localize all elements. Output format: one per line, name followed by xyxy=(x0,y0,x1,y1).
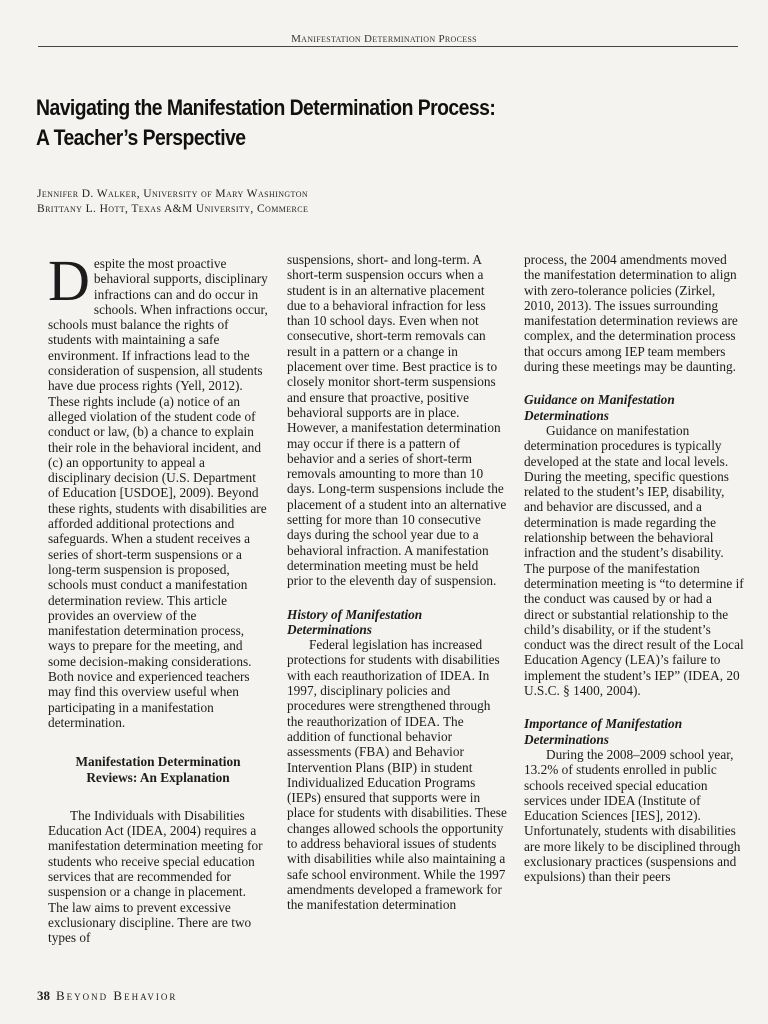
body-paragraph: Guidance on manifestation determination procedures is typically developed at the state and local levels. During the meeting, specific questions related to the student’s IEP, disability, and behavior are discussed, and a determination is made regarding the relationship between the behavioral infraction and the student’s disability. The purpose of the manifestation determination meeting is “to determine if the conduct was caused by or had a direct or substantial relationship to the child’s disability, or if the student’s conduct was the direct result of the Local Education Agency (LEA)’s failure to implement the student’s IEP” (IDEA, 20 U.S.C. § 1400, 2004). xyxy=(524,422,744,699)
article-title-line1: Navigating the Manifestation Determination Process: xyxy=(36,95,496,120)
section-heading-reviews-line1: Manifestation Determination xyxy=(75,754,241,770)
author-2: Brittany L. Hott, Texas A&M University, Commerce xyxy=(37,203,309,215)
section-heading-history-line1: History of Manifestation xyxy=(287,606,423,622)
body-paragraph: suspensions, short- and long-term. A short-term suspension occurs when a student is in an alternative placement due to a behavioral infraction for less than 10 school days. Even when not consecutive, short-term removals can result in a pattern or a change in placement over time. Best practice is to closely monitor short-term suspensions and ensure that proactive, positive behavioral supports are in place. However, a manifestation determination may occur if there is a pattern of behavior and a series of short-term removals amounting to more than 10 days. Long-term suspensions include the placement of a student into an alternative setting for more than 10 consecutive days during the school year due to a behavioral infraction. A manifestation determination meeting must be held prior to the eleventh day of suspension. xyxy=(287,252,507,589)
page-number: 38 xyxy=(37,988,50,1003)
section-heading-guidance-line2: Determinations xyxy=(524,407,609,423)
section-heading-history xyxy=(287,607,507,638)
body-paragraph: During the 2008–2009 school year, 13.2% of students enrolled in public schools received special education services under IDEA (Institute of Education Sciences [IES], 2012). Unfortunately, students with disabilities are more likely to be disciplined through exclusionary practices (suspensions and expulsions) than their peers xyxy=(524,746,741,885)
section-heading-importance-line2: Determinations xyxy=(524,731,609,747)
article-title xyxy=(36,93,652,153)
article-title-line2: A Teacher’s Perspective xyxy=(36,125,246,150)
author-1: Jennifer D. Walker, University of Mary Washington xyxy=(37,188,309,200)
section-heading-history-line2: Determinations xyxy=(287,621,372,637)
intro-paragraph xyxy=(48,248,268,730)
section-heading-importance xyxy=(524,716,744,747)
column-2 xyxy=(287,252,507,912)
section-heading-importance-line1: Importance of Manifestation xyxy=(524,716,683,732)
body-paragraph: process, the 2004 amendments moved the manifestation determination to align with zero-tolerance policies (Zirkel, 2010, 2013). The issues surrounding manifestation determination reviews are complex, and the determination process that occurs among IEP team members during these meetings may be daunting. xyxy=(524,252,738,375)
column-3 xyxy=(524,252,744,885)
author-list xyxy=(37,187,537,217)
section-heading-guidance-line1: Guidance on Manifestation xyxy=(524,392,675,408)
intro-text: espite the most proactive behavioral supports, disciplinary infractions can and do occur in schools. When infractions occur, schools must balance the rights of students with maintaining a safe environment. If infractions lead to the consideration of suspension, all students have due process rights (Yell, 2012). These rights include (a) notice of an alleged violation of the student code of conduct or law, (b) a chance to explain their role in the behavioral incident, and (c) an opportunity to appeal a disciplinary decision (U.S. Department of Education [USDOE], 2009). Beyond these rights, students with disabilities are afforded additional protections and safeguards. When a student receives a series of short-term suspensions or a long-term suspension is proposed, schools must conduct a manifestation determination review. This article provides an overview of the manifestation determination process, ways to prepare for the meeting, and some decision-making considerations. Both novice and experienced teachers may find this overview useful when participating in a manifestation determination. xyxy=(48,256,268,730)
section-heading-guidance xyxy=(524,392,744,423)
section-heading-reviews xyxy=(48,754,268,785)
section-heading-reviews-line2: Reviews: An Explanation xyxy=(86,769,230,785)
column-1 xyxy=(48,248,268,946)
body-paragraph: The Individuals with Disabilities Education Act (IDEA, 2004) requires a manifestation determination meeting for students who receive special education services that are recommended for suspension or a change in placement. The law aims to prevent excessive exclusionary discipline. There are two types of xyxy=(48,807,263,946)
drop-cap: D xyxy=(48,248,90,313)
body-paragraph: Federal legislation has increased protections for students with disabilities with each reauthorization of IDEA. In 1997, disciplinary policies and procedures were strengthened through the reauthorization of IDEA. The addition of functional behavior assessments (FBA) and Behavior Intervention Plans (BIP) in student Individualized Education Programs (IEPs) ensured that supports were in place for students with disabilities. These changes allowed schools the opportunity to address behavioral issues of students with disabilities while also maintaining a safe school environment. While the 1997 amendments developed a framework for the manifestation determination xyxy=(287,637,507,913)
running-head: Manifestation Determination Process xyxy=(291,33,477,45)
page-footer xyxy=(37,988,177,1004)
magazine-name: Beyond Behavior xyxy=(56,988,178,1003)
header-rule xyxy=(38,46,738,47)
